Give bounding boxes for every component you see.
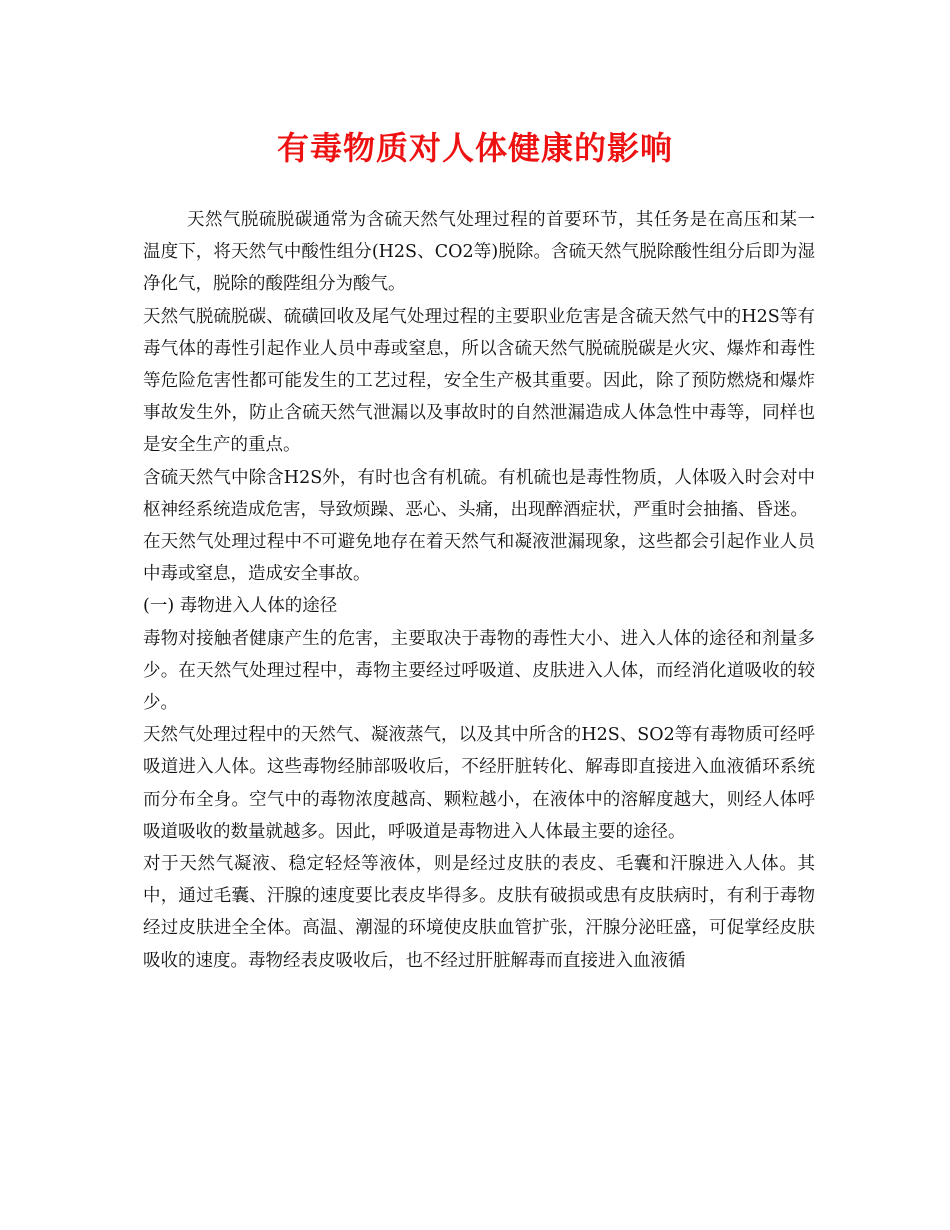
document-title: 有毒物质对人体健康的影响 xyxy=(276,129,673,167)
paragraph: 毒物对接触者健康产生的危害，主要取决于毒物的毒性大小、进入人体的途径和剂量多少。在天然气处理过程中，毒物主要经过呼吸道、皮肤进入人体，而经消化道吸收的较少。 xyxy=(143,628,815,714)
paragraph: 在天然气处理过程中不可避免地存在着天然气和凝液泄漏现象，这些都会引起作业人员中毒或窒息，造成安全事故。 xyxy=(143,532,815,585)
paragraph: 对于天然气凝液、稳定轻烃等液体，则是经过皮肤的表皮、毛囊和汗腺进入人体。其中，通过毛囊、汗腺的速度要比表皮毕得多。皮肤有破损或患有皮肤病时，有利于毒物经过皮肤进全全体。高温、潮湿的环境使皮肤血管扩张，汗腺分泌旺盛，可促掌经皮肤吸收的速度。毒物经表皮吸收后，也不经过肝脏解毒而直接进入血液循 xyxy=(143,854,815,971)
paragraph: 含硫天然气中除含H2S外，有时也含有机硫。有机硫也是毒性物质，人体吸入时会对中枢神经系统造成危害，导致烦躁、恶心、头痛，出现醉酒症状，严重时会抽搐、昏迷。 xyxy=(143,467,815,520)
document-body xyxy=(143,204,815,977)
paragraph: 天然气处理过程中的天然气、凝液蒸气，以及其中所含的H2S、SO2等有毒物质可经呼吸道进入人体。这些毒物经肺部吸收后，不经肝脏转化、解毒即直接进入血液循环系统而分布全身。空气中的毒物浓度越高、颗粒越小，在液体中的溶解度越大，则经人体呼吸道吸收的数量就越多。因此，呼吸道是毒物进入人体最主要的途径。 xyxy=(143,725,815,842)
paragraph: 天然气脱硫脱碳、硫磺回收及尾气处理过程的主要职业危害是含硫天然气中的H2S等有毒气体的毒性引起作业人员中毒或窒息，所以含硫天然气脱硫脱碳是火灾、爆炸和毒性等危险危害性都可能发生的工艺过程，安全生产极其重要。因此，除了预防燃烧和爆炸事故发生外，防止含硫天然气泄漏以及事故时的自然泄漏造成人体急性中毒等，同样也是安全生产的重点。 xyxy=(143,306,815,456)
paragraph: 天然气脱硫脱碳通常为含硫天然气处理过程的首要环节，其任务是在高压和某一温度下，将天然气中酸性组分(H2S、CO2等)脱除。含硫天然气脱除酸性组分后即为湿净化气，脱除的酸陛组分为酸气。 xyxy=(143,210,815,295)
section-heading: (一) 毒物进入人体的途径 xyxy=(143,596,338,617)
